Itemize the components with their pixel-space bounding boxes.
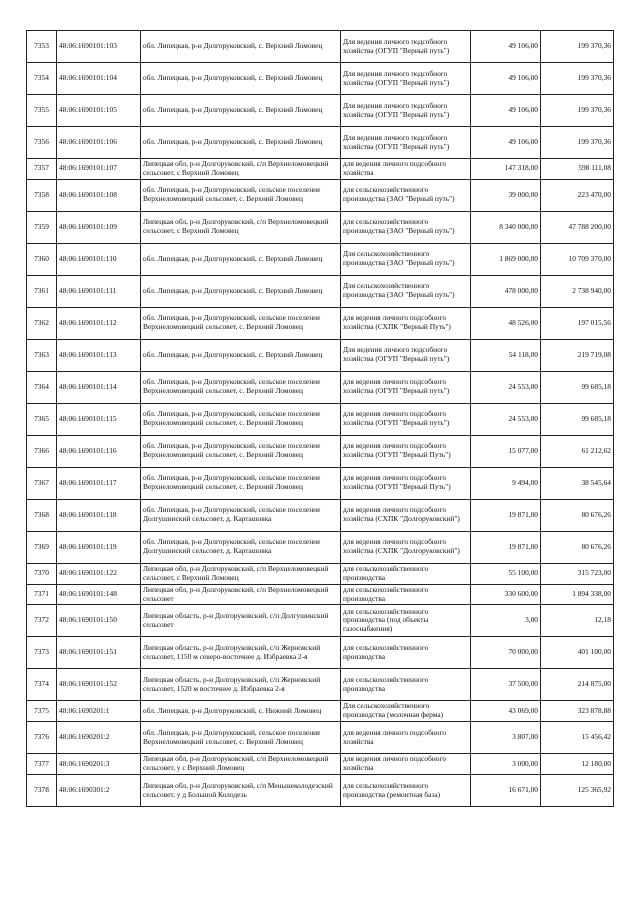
cadastral-number-cell: 48:06:1690101:109 <box>57 211 141 243</box>
row-number-cell: 7364 <box>27 371 57 403</box>
land-use-cell: для сельскохозяйственного производства <box>341 637 471 669</box>
address-cell: обл. Липецкая, р-н Долгоруковский, с. Верхний Ломовец <box>141 339 341 371</box>
row-number-cell: 7366 <box>27 435 57 467</box>
table-row <box>27 754 614 775</box>
area-cell: 55 100,00 <box>471 563 541 584</box>
area-cell: 15 077,00 <box>471 435 541 467</box>
table-row <box>27 243 614 275</box>
cadastral-number-cell: 48:06:1690101:110 <box>57 243 141 275</box>
cadastral-number-cell: 48:06:1690101:113 <box>57 339 141 371</box>
land-use-cell: Для сельскохозяйственного производства (молочная ферма) <box>341 701 471 722</box>
land-use-cell: для ведения личного подсобного хозяйства (СХПК "Долгоруковский") <box>341 499 471 531</box>
area-cell: 1 869 000,00 <box>471 243 541 275</box>
row-number-cell: 7358 <box>27 179 57 211</box>
table-row <box>27 531 614 563</box>
cadastral-number-cell: 48:06:1690101:105 <box>57 95 141 127</box>
area-cell: 24 553,00 <box>471 371 541 403</box>
cadastral-value-cell: 199 370,36 <box>541 95 614 127</box>
cadastral-value-cell: 99 685,18 <box>541 371 614 403</box>
cadastral-value-cell: 125 365,92 <box>541 775 614 807</box>
cadastral-value-cell: 80 676,26 <box>541 499 614 531</box>
row-number-cell: 7372 <box>27 605 57 637</box>
table-row <box>27 584 614 605</box>
area-cell: 9 494,00 <box>471 467 541 499</box>
cadastral-number-cell: 48:06:1690101:117 <box>57 467 141 499</box>
table-body <box>27 31 614 807</box>
cadastral-value-cell: 315 723,00 <box>541 563 614 584</box>
cadastral-value-cell: 15 456,42 <box>541 722 614 754</box>
cadastral-value-cell: 219 719,08 <box>541 339 614 371</box>
row-number-cell: 7361 <box>27 275 57 307</box>
cadastral-number-cell: 48:06:1690101:104 <box>57 63 141 95</box>
row-number-cell: 7356 <box>27 127 57 159</box>
area-cell: 8 340 000,00 <box>471 211 541 243</box>
land-use-cell: для ведения личного подсобного хозяйства (СХПК "Долгоруковский") <box>341 531 471 563</box>
table-row <box>27 435 614 467</box>
table-row <box>27 179 614 211</box>
land-use-cell: для сельскохозяйственного производства (ЗАО "Верный путь") <box>341 179 471 211</box>
address-cell: Липецкая область, р-н Долгоруковский, с/п Жерновский сельсовет, 1520 м восточнее д. Избраевка 2-я <box>141 669 341 701</box>
row-number-cell: 7370 <box>27 563 57 584</box>
row-number-cell: 7373 <box>27 637 57 669</box>
cadastral-number-cell: 48:06:1690101:112 <box>57 307 141 339</box>
table-row <box>27 467 614 499</box>
land-use-cell: Для ведения личного подсобного хозяйства (ОГУП "Верный путь") <box>341 339 471 371</box>
table-row <box>27 31 614 63</box>
land-use-cell: для сельскохозяйственного производства (под объекты газоснабжения) <box>341 605 471 637</box>
area-cell: 39 000,00 <box>471 179 541 211</box>
table-row <box>27 775 614 807</box>
address-cell: Липецкая обл, р-н Долгоруковский, с/п Верхнеломовецкий сельсовет <box>141 584 341 605</box>
address-cell: обл. Липецкая, р-н Долгоруковский, с. Верхний Ломовец <box>141 31 341 63</box>
cadastral-number-cell: 48:06:1690201:2 <box>57 722 141 754</box>
land-use-cell: для сельскохозяйственного производства <box>341 669 471 701</box>
land-use-cell: Для ведения личного подсобного хозяйства (ОГУП "Верный путь") <box>341 127 471 159</box>
area-cell: 49 106,00 <box>471 95 541 127</box>
table-row <box>27 95 614 127</box>
cadastral-value-cell: 99 685,18 <box>541 403 614 435</box>
table-row <box>27 307 614 339</box>
row-number-cell: 7362 <box>27 307 57 339</box>
area-cell: 19 871,00 <box>471 531 541 563</box>
cadastral-number-cell: 48:06:1690101:114 <box>57 371 141 403</box>
cadastral-value-cell: 12 180,00 <box>541 754 614 775</box>
row-number-cell: 7378 <box>27 775 57 807</box>
row-number-cell: 7353 <box>27 31 57 63</box>
cadastral-value-cell: 38 545,64 <box>541 467 614 499</box>
table-row <box>27 499 614 531</box>
row-number-cell: 7376 <box>27 722 57 754</box>
row-number-cell: 7369 <box>27 531 57 563</box>
address-cell: обл. Липецкая, р-н Долгоруковский, сельское поселение Верхнеломовецкий сельсовет, с. Верхний Ломовец <box>141 371 341 403</box>
cadastral-number-cell: 48:06:1690101:107 <box>57 159 141 180</box>
area-cell: 147 318,00 <box>471 159 541 180</box>
land-use-cell: для ведения личного подсобного хозяйства <box>341 159 471 180</box>
address-cell: обл. Липецкая, р-н Долгоруковский, с. Верхний Ломовец <box>141 275 341 307</box>
address-cell: Липецкая обл, р-н Долгоруковский, с/п Верхнеломовецкий сельсовет, с Верхний Ломовец <box>141 211 341 243</box>
land-use-cell: для ведения личного подсобного хозяйства <box>341 722 471 754</box>
row-number-cell: 7359 <box>27 211 57 243</box>
table-row <box>27 722 614 754</box>
row-number-cell: 7360 <box>27 243 57 275</box>
land-use-cell: для ведения личного подсобного хозяйства (ОГУП "Верный Путь") <box>341 467 471 499</box>
cadastral-number-cell: 48:06:1690101:152 <box>57 669 141 701</box>
address-cell: обл. Липецкая, р-н Долгоруковский, с. Верхний Ломовец <box>141 127 341 159</box>
cadastral-value-cell: 12,18 <box>541 605 614 637</box>
table-row <box>27 63 614 95</box>
cadastral-number-cell: 48:06:1690101:115 <box>57 403 141 435</box>
cadastral-value-cell: 214 875,00 <box>541 669 614 701</box>
area-cell: 49 106,00 <box>471 127 541 159</box>
cadastral-number-cell: 48:06:1690101:148 <box>57 584 141 605</box>
cadastral-number-cell: 48:06:1690301:2 <box>57 775 141 807</box>
address-cell: Липецкая обл, р-н Долгоруковский, с/п Верхнеломовецкий сельсовет, с Верхний Ломовец <box>141 563 341 584</box>
address-cell: обл. Липецкая, р-н Долгоруковский, сельское поселение Долгушинский сельсовет, д. Карташовка <box>141 531 341 563</box>
row-number-cell: 7365 <box>27 403 57 435</box>
table-row <box>27 669 614 701</box>
address-cell: Липецкая обл, р-н Долгоруковский, с/п Верхнеломовецкий сельсовет, у с Верхний Ломовец <box>141 754 341 775</box>
cadastral-value-cell: 223 470,00 <box>541 179 614 211</box>
cadastral-number-cell: 48:06:1690101:119 <box>57 531 141 563</box>
cadastral-number-cell: 48:06:1690101:118 <box>57 499 141 531</box>
table-row <box>27 275 614 307</box>
area-cell: 48 526,00 <box>471 307 541 339</box>
area-cell: 49 106,00 <box>471 31 541 63</box>
cadastral-value-cell: 401 100,00 <box>541 637 614 669</box>
row-number-cell: 7355 <box>27 95 57 127</box>
cadastral-value-cell: 47 788 200,00 <box>541 211 614 243</box>
cadastral-value-cell: 199 370,36 <box>541 31 614 63</box>
table-row <box>27 211 614 243</box>
land-use-cell: Для сельскохозяйственного производства (ЗАО "Верный путь") <box>341 243 471 275</box>
row-number-cell: 7374 <box>27 669 57 701</box>
cadastral-number-cell: 48:06:1690201:1 <box>57 701 141 722</box>
address-cell: обл. Липецкая, р-н Долгоруковский, сельское поселение Верхнеломовецкий сельсовет, с. Верхний Ломовец <box>141 722 341 754</box>
address-cell: Липецкая область, р-н Долгоруковский, с/п Жерновский сельсовет, 1150 м северо-восточнее д. Избраевка 2-я <box>141 637 341 669</box>
area-cell: 330 600,00 <box>471 584 541 605</box>
row-number-cell: 7354 <box>27 63 57 95</box>
address-cell: обл. Липецкая, р-н Долгоруковский, сельское поселение Верхнеломовецкий сельсовет, с. Верхний Ломовец <box>141 435 341 467</box>
area-cell: 3,00 <box>471 605 541 637</box>
cadastral-value-cell: 199 370,36 <box>541 127 614 159</box>
cadastral-number-cell: 48:06:1690101:151 <box>57 637 141 669</box>
row-number-cell: 7367 <box>27 467 57 499</box>
cadastral-value-cell: 1 894 338,00 <box>541 584 614 605</box>
area-cell: 24 553,00 <box>471 403 541 435</box>
cadastral-number-cell: 48:06:1690101:111 <box>57 275 141 307</box>
area-cell: 16 671,00 <box>471 775 541 807</box>
cadastral-value-cell: 10 709 370,00 <box>541 243 614 275</box>
row-number-cell: 7357 <box>27 159 57 180</box>
land-use-cell: для сельскохозяйственного производства <box>341 563 471 584</box>
land-use-cell: для ведения личного подсобного хозяйства (ОГУП "Верный путь") <box>341 371 471 403</box>
land-use-cell: для ведения личного подсобного хозяйства (СХПК "Верный Путь") <box>341 307 471 339</box>
address-cell: обл. Липецкая, р-н Долгоруковский, сельское поселение Верхнеломовецкий сельсовет, с. Верхний Ломовец <box>141 467 341 499</box>
table-row <box>27 605 614 637</box>
land-use-cell: для ведения личного подсобного хозяйства (ОГУП "Верный путь") <box>341 403 471 435</box>
area-cell: 478 000,00 <box>471 275 541 307</box>
land-use-cell: для сельскохозяйственного производства <box>341 584 471 605</box>
row-number-cell: 7363 <box>27 339 57 371</box>
table-row <box>27 403 614 435</box>
land-use-cell: Для ведения личного подсобного хозяйства (ОГУП "Верный путь") <box>341 31 471 63</box>
address-cell: обл. Липецкая, р-н Долгоруковский, сельское поселение Верхнеломовецкий сельсовет, с. Верхний Ломовец <box>141 179 341 211</box>
address-cell: обл. Липецкая, р-н Долгоруковский, с. Верхний Ломовец <box>141 95 341 127</box>
row-number-cell: 7368 <box>27 499 57 531</box>
row-number-cell: 7377 <box>27 754 57 775</box>
area-cell: 49 106,00 <box>471 63 541 95</box>
table-row <box>27 371 614 403</box>
land-registry-table <box>26 30 614 807</box>
land-use-cell: Для ведения личного подсобного хозяйства (ОГУП "Верный путь") <box>341 95 471 127</box>
address-cell: обл. Липецкая, р-н Долгоруковский, сельское поселение Долгушинский сельсовет, д. Карташовка <box>141 499 341 531</box>
cadastral-value-cell: 197 015,56 <box>541 307 614 339</box>
table-row <box>27 159 614 180</box>
address-cell: обл. Липецкая, р-н Долгоруковский, сельское поселение Верхнеломовецкий сельсовет, с. Верхний Ломовец <box>141 307 341 339</box>
cadastral-number-cell: 48:06:1690101:150 <box>57 605 141 637</box>
area-cell: 3 000,00 <box>471 754 541 775</box>
area-cell: 70 000,00 <box>471 637 541 669</box>
table-row <box>27 127 614 159</box>
land-use-cell: Для сельскохозяйственного производства (ЗАО "Верный путь") <box>341 275 471 307</box>
land-use-cell: для сельскохозяйственного производства (ремонтная база) <box>341 775 471 807</box>
address-cell: Липецкая обл, р-н Долгоруковский, с/п Верхнеломовецкий сельсовет, с Верхний Ломовец <box>141 159 341 180</box>
area-cell: 54 118,00 <box>471 339 541 371</box>
row-number-cell: 7375 <box>27 701 57 722</box>
cadastral-number-cell: 48:06:1690101:108 <box>57 179 141 211</box>
table-row <box>27 339 614 371</box>
address-cell: обл. Липецкая, р-н Долгоруковский, сельское поселение Верхнеломовецкий сельсовет, с. Верхний Ломовец <box>141 403 341 435</box>
cadastral-number-cell: 48:06:1690101:116 <box>57 435 141 467</box>
cadastral-number-cell: 48:06:1690101:106 <box>57 127 141 159</box>
area-cell: 3 807,00 <box>471 722 541 754</box>
address-cell: обл. Липецкая, р-н Долгоруковский, с. Верхний Ломовец <box>141 63 341 95</box>
cadastral-number-cell: 48:06:1690101:122 <box>57 563 141 584</box>
cadastral-number-cell: 48:06:1690201:3 <box>57 754 141 775</box>
row-number-cell: 7371 <box>27 584 57 605</box>
area-cell: 19 871,00 <box>471 499 541 531</box>
area-cell: 37 500,00 <box>471 669 541 701</box>
cadastral-value-cell: 323 878,88 <box>541 701 614 722</box>
cadastral-number-cell: 48:06:1690101:103 <box>57 31 141 63</box>
cadastral-value-cell: 2 738 940,00 <box>541 275 614 307</box>
land-use-cell: Для ведения личного подсобного хозяйства (ОГУП "Верный путь") <box>341 63 471 95</box>
area-cell: 43 069,00 <box>471 701 541 722</box>
address-cell: обл. Липецкая, р-н Долгоруковский, с. Верхний Ломовец <box>141 243 341 275</box>
land-use-cell: для ведения личного подсобного хозяйства (ОГУП "Верный Путь") <box>341 435 471 467</box>
cadastral-value-cell: 598 111,08 <box>541 159 614 180</box>
cadastral-value-cell: 61 212,62 <box>541 435 614 467</box>
address-cell: обл. Липецкая, р-н Долгоруковский, с. Нижний Ломовец <box>141 701 341 722</box>
table-row <box>27 637 614 669</box>
table-row <box>27 701 614 722</box>
land-use-cell: для сельскохозяйственного производства (ЗАО "Верный путь") <box>341 211 471 243</box>
address-cell: Липецкая область, р-н Долгоруковский, с/п Долгушинский сельсовет <box>141 605 341 637</box>
table-row <box>27 563 614 584</box>
land-use-cell: для ведения личного подсобного хозяйства <box>341 754 471 775</box>
address-cell: Липецкая обл, р-н Долгоруковский, с/п Меньшеколодезский сельсовет, у д Большой Колодезь <box>141 775 341 807</box>
cadastral-value-cell: 199 370,36 <box>541 63 614 95</box>
cadastral-value-cell: 80 676,26 <box>541 531 614 563</box>
